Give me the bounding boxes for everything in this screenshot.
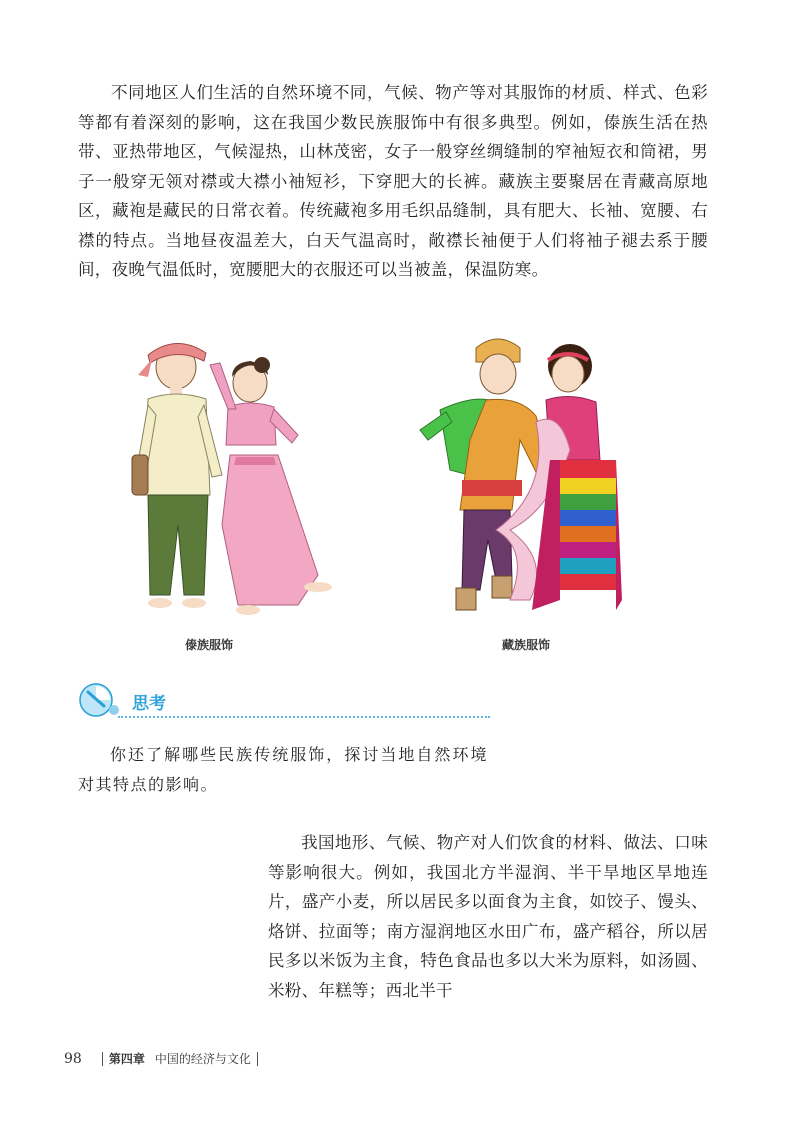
striped-apron [560, 460, 616, 590]
dai-man-figure [132, 343, 222, 608]
think-icon [78, 682, 122, 718]
chapter-number: 第四章 [108, 1052, 145, 1066]
think-question: 你还了解哪些民族传统服饰，探讨当地自然环境对其特点的影响。 [78, 745, 488, 794]
dai-woman-figure [210, 357, 332, 615]
chapter-title: 中国的经济与文化 [154, 1052, 251, 1066]
paragraph-food: 我国地形、气候、物产对人们饮食的材料、做法、口味等影响很大。例如，我国北方半湿润、半干旱地区旱地连片，盛产小麦，所以居民多以面食为主食，如饺子、馒头、烙饼、拉面等；南方湿润地区水田广布，盛产稻谷，所以居民多以米饭为主食，特色食品也多以大米为原料，如汤圆、米粉、年糕等；西北半干 [268, 833, 708, 1000]
tibetan-costume-caption: 藏族服饰 [502, 638, 551, 652]
paragraph-clothing: 不同地区人们生活的自然环境不同，气候、物产等对其服饰的材质、样式、色彩等都有着深刻的影响，这在我国少数民族服饰中有很多典型。例如，傣族生活在热带、亚热带地区，气候湿热，山林茂密，女子一般穿丝绸缝制的窄袖短衣和筒裙，男子一般穿无领对襟或大襟小袖短衫，下穿肥大的长裤。藏族主要聚居在青藏高原地区，藏袍是藏民的日常衣着。传统藏袍多用毛织品缝制，具有肥大、长袖、宽腰、右襟的特点。当地昼夜温差大，白天气温高时，敞襟长袖便于人们将袖子褪去系于腰间，夜晚气温低时，宽腰肥大的衣服还可以当被盖，保温防寒。 [78, 83, 708, 279]
tibetan-costume-illustration [400, 330, 640, 622]
footer-divider [102, 1052, 103, 1066]
think-label: 思考 [132, 694, 166, 714]
think-divider [118, 716, 490, 718]
page-footer [64, 1050, 264, 1067]
page-number: 98 [64, 1050, 82, 1067]
footer-divider [257, 1052, 258, 1066]
dai-costume-caption: 傣族服饰 [185, 638, 234, 652]
dai-costume-illustration [118, 325, 350, 625]
